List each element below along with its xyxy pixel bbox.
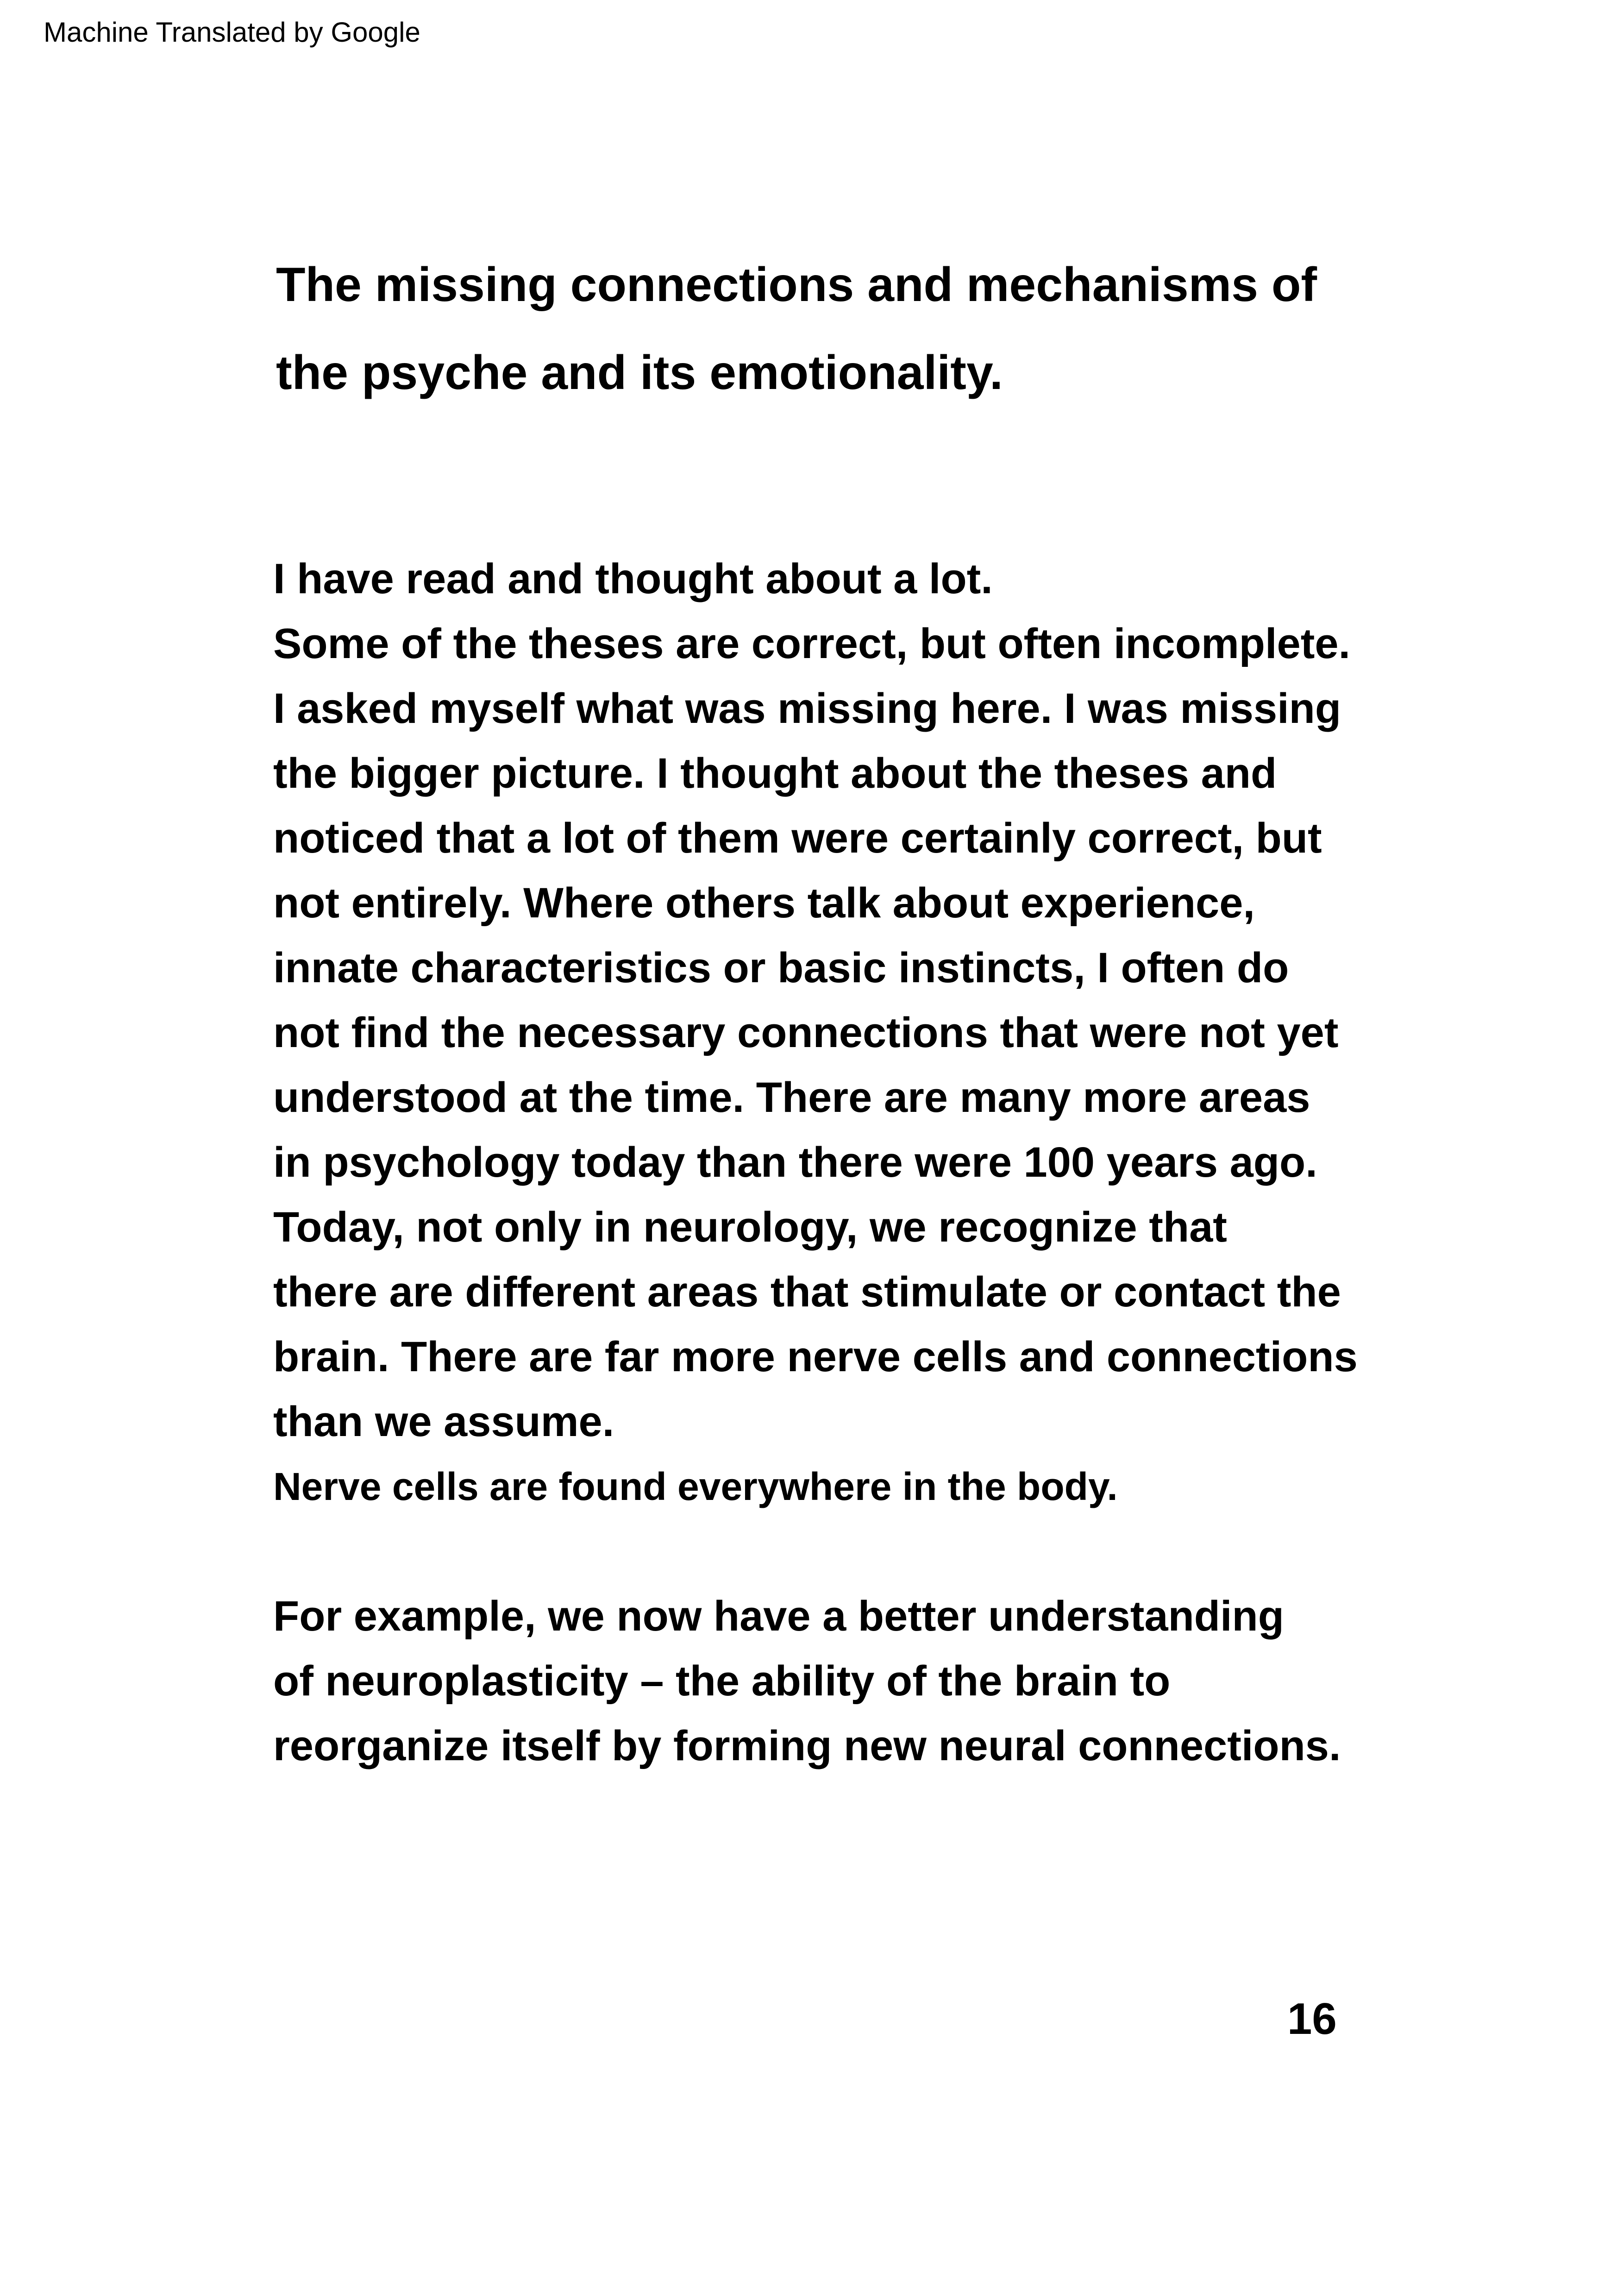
- page-number: 16: [1287, 1994, 1337, 2044]
- paragraph-note-line: Nerve cells are found everywhere in the body.: [273, 1465, 1118, 1508]
- paragraph-line: noticed that a lot of them were certainly correct, but: [273, 815, 1322, 862]
- paragraph-line: brain. There are far more nerve cells and connections: [273, 1333, 1358, 1380]
- paragraph-line: not entirely. Where others talk about experience,: [273, 879, 1255, 927]
- paragraph-line: For example, we now have a better understanding: [273, 1593, 1284, 1640]
- paragraph-line: I have read and thought about a lot.: [273, 555, 993, 602]
- paragraph-line: innate characteristics or basic instincts, I often do: [273, 944, 1289, 991]
- paragraph-line: there are different areas that stimulate or contact the: [273, 1268, 1341, 1316]
- title-line: The missing connections and mechanisms of: [276, 258, 1317, 312]
- body-text: [273, 546, 1358, 1778]
- paragraph-line: Today, not only in neurology, we recognize that: [273, 1204, 1227, 1251]
- page-title: [276, 241, 1317, 417]
- paragraph-line: reorganize itself by forming new neural connections.: [273, 1722, 1341, 1769]
- paragraph-line: than we assume.: [273, 1398, 614, 1445]
- paragraph-line: I asked myself what was missing here. I was missing: [273, 685, 1341, 732]
- machine-translation-banner: Machine Translated by Google: [44, 17, 420, 48]
- paragraph-line: the bigger picture. I thought about the theses and: [273, 750, 1277, 797]
- title-line: the psyche and its emotionality.: [276, 346, 1003, 400]
- paragraph-line: in psychology today than there were 100 years ago.: [273, 1139, 1317, 1186]
- paragraph-line: understood at the time. There are many more areas: [273, 1074, 1310, 1121]
- paragraph-line: of neuroplasticity – the ability of the brain to: [273, 1657, 1171, 1705]
- paragraph-line: Some of the theses are correct, but often incomplete.: [273, 620, 1351, 667]
- paragraph-gap: [273, 1519, 1358, 1584]
- paragraph-line: not find the necessary connections that were not yet: [273, 1009, 1339, 1056]
